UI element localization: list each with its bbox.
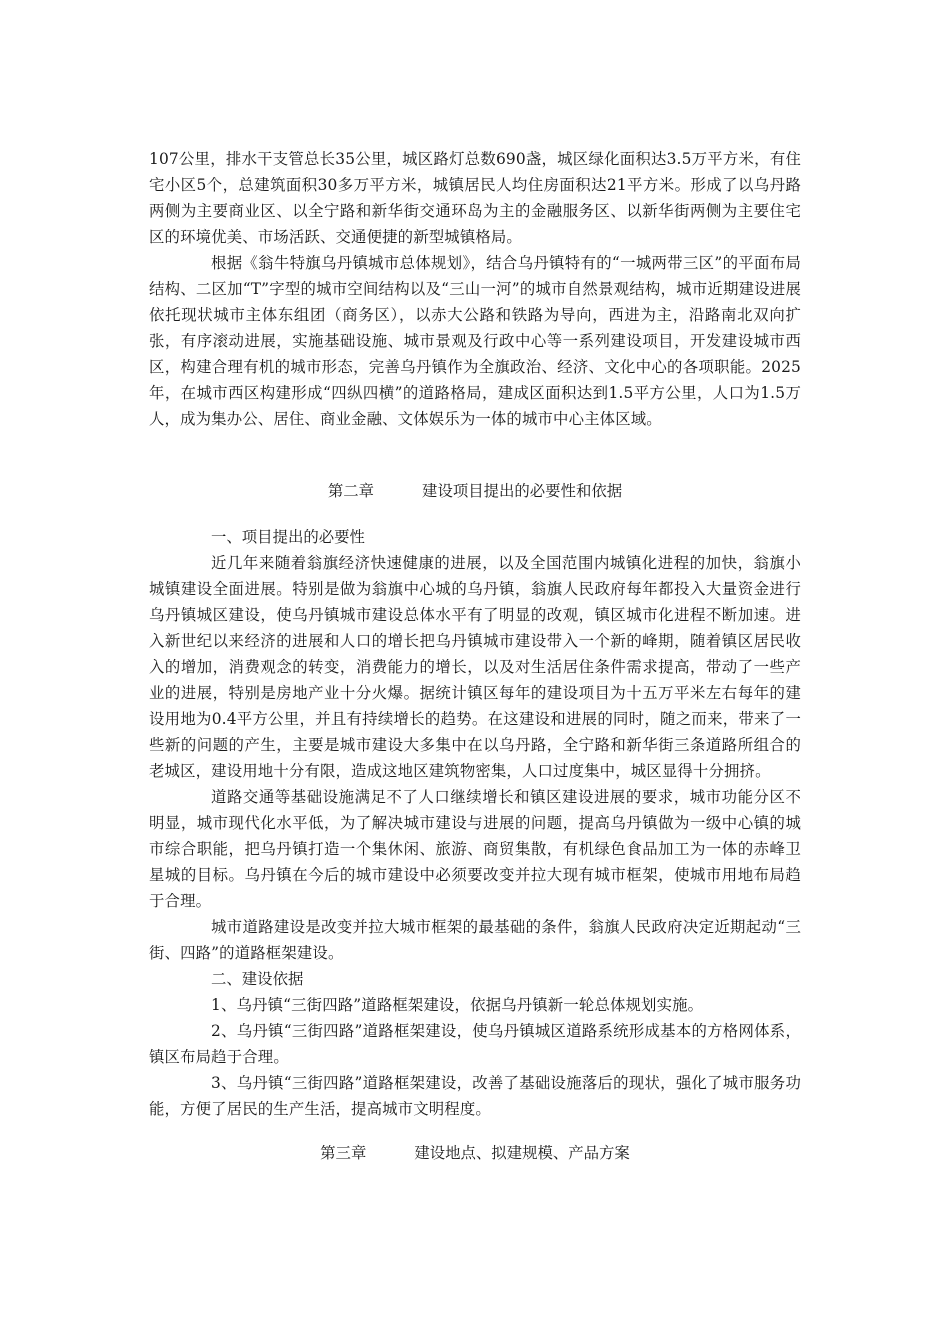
paragraph-necessity-2: 道路交通等基础设施满足不了人口继续增长和镇区建设进展的要求，城市功能分区不明显，城市现代化水平低，为了解决城市建设与进展的问题，提高乌丹镇做为一级中心镇的城市综合职能，把乌丹镇打造一个集休闲、旅游、商贸集散，有机绿色食品加工为一体的赤峰卫星城的目标。乌丹镇在今后的城市建设中必须要改变并拉大现有城市框架，使城市用地布局趋于合理。: [149, 788, 801, 910]
paragraph-basis-1: 1、乌丹镇“三街四路”道路框架建设，依据乌丹镇新一轮总体规划实施。: [211, 996, 704, 1014]
document-body: [149, 146, 801, 1166]
chapter-3-number: 第三章: [320, 1144, 367, 1162]
chapter-2-heading: [149, 478, 801, 504]
section-basis-heading: 二、建设依据: [211, 970, 304, 988]
paragraph-infrastructure-summary: 107公里，排水干支管总长35公里，城区路灯总数690盏，城区绿化面积达3.5万平方米，有住宅小区5个，总建筑面积30多万平方米，城镇居民人均住房面积达21平方米。形成了以乌丹路两侧为主要商业区、以全宁路和新华街交通环岛为主的金融服务区、以新华街两侧为主要住宅区的环境优美、市场活跃、交通便捷的新型城镇格局。: [149, 150, 801, 246]
paragraph-necessity-3: 城市道路建设是改变并拉大城市框架的最基础的条件，翁旗人民政府决定近期起动“三街、四路”的道路框架建设。: [149, 918, 801, 962]
chapter-3-heading: [149, 1140, 801, 1166]
paragraph-basis-2: 2、乌丹镇“三街四路”道路框架建设，使乌丹镇城区道路系统形成基本的方格网体系，镇区布局趋于合理。: [149, 1022, 801, 1066]
paragraph-necessity-1: 近几年来随着翁旗经济快速健康的进展，以及全国范围内城镇化进程的加快，翁旗小城镇建设全面进展。特别是做为翁旗中心城的乌丹镇，翁旗人民政府每年都投入大量资金进行乌丹镇城区建设，使乌丹镇城市建设总体水平有了明显的改观，镇区城市化进程不断加速。进入新世纪以来经济的进展和人口的增长把乌丹镇城市建设带入一个新的峰期，随着镇区居民收入的增加，消费观念的转变，消费能力的增长，以及对生活居住条件需求提高，带动了一些产业的进展，特别是房地产业十分火爆。据统计镇区每年的建设项目为十五万平米左右每年的建设用地为0.4平方公里，并且有持续增长的趋势。在这建设和进展的同时，随之而来，带来了一些新的问题的产生，主要是城市建设大多集中在以乌丹路，全宁路和新华街三条道路所组合的老城区，建设用地十分有限，造成这地区建筑物密集，人口过度集中，城区显得十分拥挤。: [149, 554, 801, 780]
paragraph-basis-3: 3、乌丹镇“三街四路”道路框架建设，改善了基础设施落后的现状，强化了城市服务功能，方便了居民的生产生活，提高城市文明程度。: [149, 1074, 801, 1118]
paragraph-master-plan: 根据《翁牛特旗乌丹镇城市总体规划》，结合乌丹镇特有的“一城两带三区”的平面布局结构、二区加“T”字型的城市空间结构以及“三山一河”的城市自然景观结构，城市近期建设进展依托现状城市主体东组团（商务区），以赤大公路和铁路为导向，西进为主，沿路南北双向扩张，有序滚动进展，实施基础设施、城市景观及行政中心等一系列建设项目，开发建设城市西区，构建合理有机的城市形态，完善乌丹镇作为全旗政治、经济、文化中心的各项职能。2025年，在城市西区构建形成“四纵四横”的道路格局，建成区面积达到1.5平方公里，人口为1.5万人，成为集办公、居住、商业金融、文体娱乐为一体的城市中心主体区域。: [149, 254, 801, 428]
chapter-2-number: 第二章: [327, 482, 375, 500]
chapter-3-title: 建设地点、拟建规模、产品方案: [414, 1144, 630, 1162]
chapter-2-title: 建设项目提出的必要性和依据: [422, 482, 623, 500]
section-necessity-heading: 一、项目提出的必要性: [211, 528, 365, 546]
